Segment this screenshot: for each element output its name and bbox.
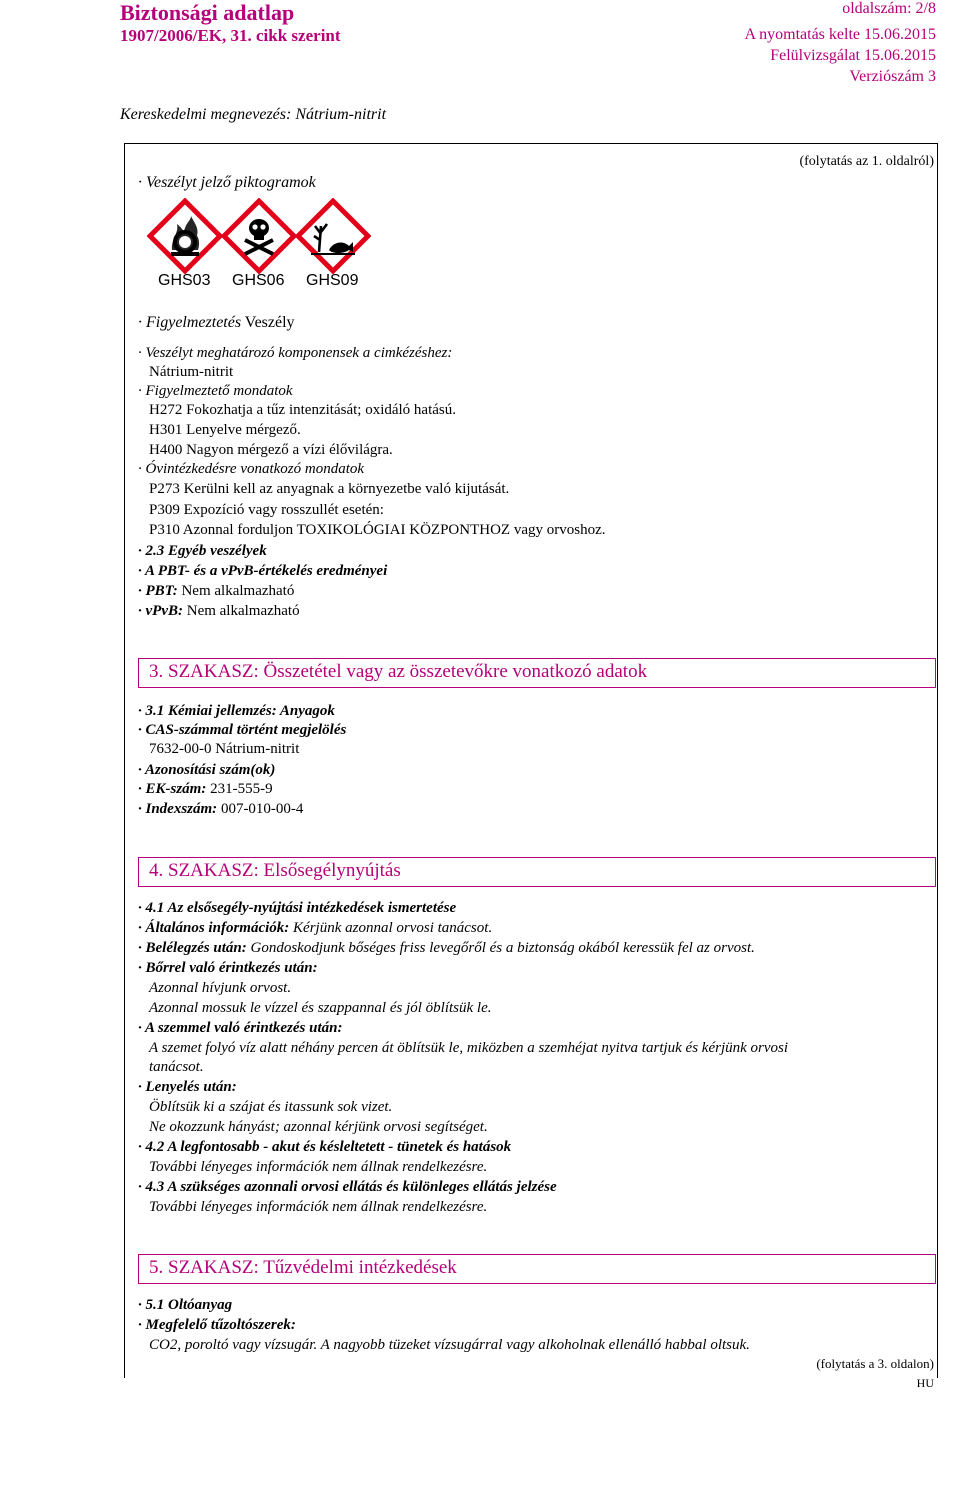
regulation-ref: 1907/2006/EK, 31. cikk szerint <box>120 26 341 45</box>
identification-numbers-label: · Azonosítási szám(ok) <box>138 762 276 778</box>
precautionary-label: · Óvintézkedésre vonatkozó mondatok <box>138 461 365 477</box>
index-number-label: · Indexszám: <box>138 801 218 817</box>
continuation-from: (folytatás az 1. oldalról) <box>799 154 934 169</box>
skin-contact-label: · Bőrrel való érintkezés után: <box>138 960 318 976</box>
vpvb-row <box>138 603 300 620</box>
medical-attention-heading: · 4.3 A szükséges azonnali orvosi ellátás és különleges ellátás jelzése <box>138 1179 557 1195</box>
ec-number-value: 231-555-9 <box>206 781 273 797</box>
section-5-header <box>138 1254 936 1284</box>
chemical-characterization: · 3.1 Kémiai jellemzés: Anyagok <box>138 703 335 719</box>
cas-value: 7632-00-0 Nátrium-nitrit <box>149 741 300 757</box>
section-4-title: 4. SZAKASZ: Elsősegélynyújtás <box>149 860 401 881</box>
inhalation-row <box>138 940 755 957</box>
precautionary-statement: P273 Kerülni kell az anyagnak a környezetbe való kijutását. <box>149 481 510 497</box>
pbt-results-heading: · A PBT- és a vPvB-értékelés eredményei <box>138 563 388 579</box>
signal-word-label: · Figyelmeztetés <box>138 314 242 331</box>
hazard-statement: H400 Nagyon mérgező a vízi élővilágra. <box>149 442 393 458</box>
medical-attention-text: További lényeges információk nem állnak rendelkezésre. <box>149 1199 488 1215</box>
hazard-statement: H272 Fokozhatja a tűz intenzitását; oxidáló hatású. <box>149 402 457 418</box>
pbt-label: · PBT: <box>138 583 178 599</box>
pictograms-label: · Veszélyt jelző piktogramok <box>138 174 316 191</box>
language-code: HU <box>916 1376 934 1390</box>
first-aid-heading: · 4.1 Az elsősegély-nyújtási intézkedések ismertetése <box>138 900 457 916</box>
ghs-code: GHS03 <box>158 272 211 289</box>
section-5-title: 5. SZAKASZ: Tűzvédelmi intézkedések <box>149 1257 457 1278</box>
vpvb-value: Nem alkalmazható <box>182 603 300 619</box>
component-name: Nátrium-nitrit <box>149 364 234 380</box>
eye-contact-text: A szemet folyó víz alatt néhány percen át öblítsük le, miközben a szemhéjat nyitva tartjuk és kérjünk orvosi <box>149 1040 789 1056</box>
ghs-code: GHS06 <box>232 272 285 289</box>
section-3-header <box>138 658 936 688</box>
inhalation-label: · Belélegzés után: <box>138 940 247 956</box>
symptoms-text: További lényeges információk nem állnak rendelkezésre. <box>149 1159 488 1175</box>
ec-number-label: · EK-szám: <box>138 781 207 797</box>
section-3-title: 3. SZAKASZ: Összetétel vagy az összetevőkre vonatkozó adatok <box>149 661 648 682</box>
extinguishing-media-heading: · 5.1 Oltóanyag <box>138 1297 233 1313</box>
precautionary-statement: P309 Expozíció vagy rosszullét esetén: <box>149 502 384 518</box>
suitable-media-text: CO2, poroltó vagy vízsugár. A nagyobb tüzeket vízsugárral vagy alkoholnak ellenálló habbal oltsuk. <box>149 1337 750 1353</box>
document-title: Biztonsági adatlap <box>120 0 295 25</box>
cas-label: · CAS-számmal történt megjelölés <box>138 722 347 738</box>
general-info-row <box>138 920 492 937</box>
page-number: oldalszám: 2/8 <box>842 0 936 17</box>
pbt-row <box>138 583 294 600</box>
ingestion-text: Ne okozzunk hányást; azonnal kérjünk orvosi segítséget. <box>149 1119 488 1135</box>
general-info-value: Kérjünk azonnal orvosi tanácsot. <box>289 920 493 936</box>
precautionary-statement: P310 Azonnal forduljon TOXIKOLÓGIAI KÖZPONTHOZ vagy orvoshoz. <box>149 522 606 538</box>
continuation-to: (folytatás a 3. oldalon) <box>816 1356 934 1371</box>
environment-hazard-icon <box>295 198 371 274</box>
index-number-value: 007-010-00-4 <box>217 801 304 817</box>
other-hazards-heading: · 2.3 Egyéb veszélyek <box>138 543 267 559</box>
flame-over-circle-icon <box>147 198 223 274</box>
vpvb-label: · vPvB: <box>138 603 183 619</box>
eye-contact-text: tanácsot. <box>149 1059 204 1075</box>
skin-contact-text: Azonnal hívjunk orvost. <box>149 980 292 996</box>
revision-date: Felülvizsgálat 15.06.2015 <box>770 47 936 64</box>
inhalation-value: Gondoskodjunk bőséges friss levegőről és a biztonság okából keressük fel az orvost. <box>246 940 755 956</box>
skull-crossbones-icon <box>221 198 297 274</box>
skin-contact-text: Azonnal mossuk le vízzel és szappannal és jól öblítsük le. <box>149 1000 492 1016</box>
symptoms-heading: · 4.2 A legfontosabb - akut és késleltetett - tünetek és hatások <box>138 1139 512 1155</box>
signal-word-value: Veszély <box>241 314 295 331</box>
ingestion-text: Öblítsük ki a szájat és itassunk sok vizet. <box>149 1099 393 1115</box>
version-number: Verziószám 3 <box>849 68 936 85</box>
index-number-row <box>138 801 303 818</box>
general-info-label: · Általános információk: <box>138 920 290 936</box>
print-date: A nyomtatás kelte 15.06.2015 <box>744 26 936 43</box>
signal-word-row <box>138 314 295 332</box>
ec-number-row <box>138 781 273 798</box>
hazard-statements-label: · Figyelmeztető mondatok <box>138 383 293 399</box>
hazard-statement: H301 Lenyelve mérgező. <box>149 422 301 438</box>
suitable-media-label: · Megfelelő tűzoltószerek: <box>138 1317 296 1333</box>
eye-contact-label: · A szemmel való érintkezés után: <box>138 1020 343 1036</box>
trade-name: Kereskedelmi megnevezés: Nátrium-nitrit <box>120 106 387 123</box>
section-4-header <box>138 857 936 887</box>
components-label: · Veszélyt meghatározó komponensek a cimkézéshez: <box>138 345 453 361</box>
pbt-value: Nem alkalmazható <box>177 583 295 599</box>
ghs-code: GHS09 <box>306 272 359 289</box>
ingestion-label: · Lenyelés után: <box>138 1079 237 1095</box>
